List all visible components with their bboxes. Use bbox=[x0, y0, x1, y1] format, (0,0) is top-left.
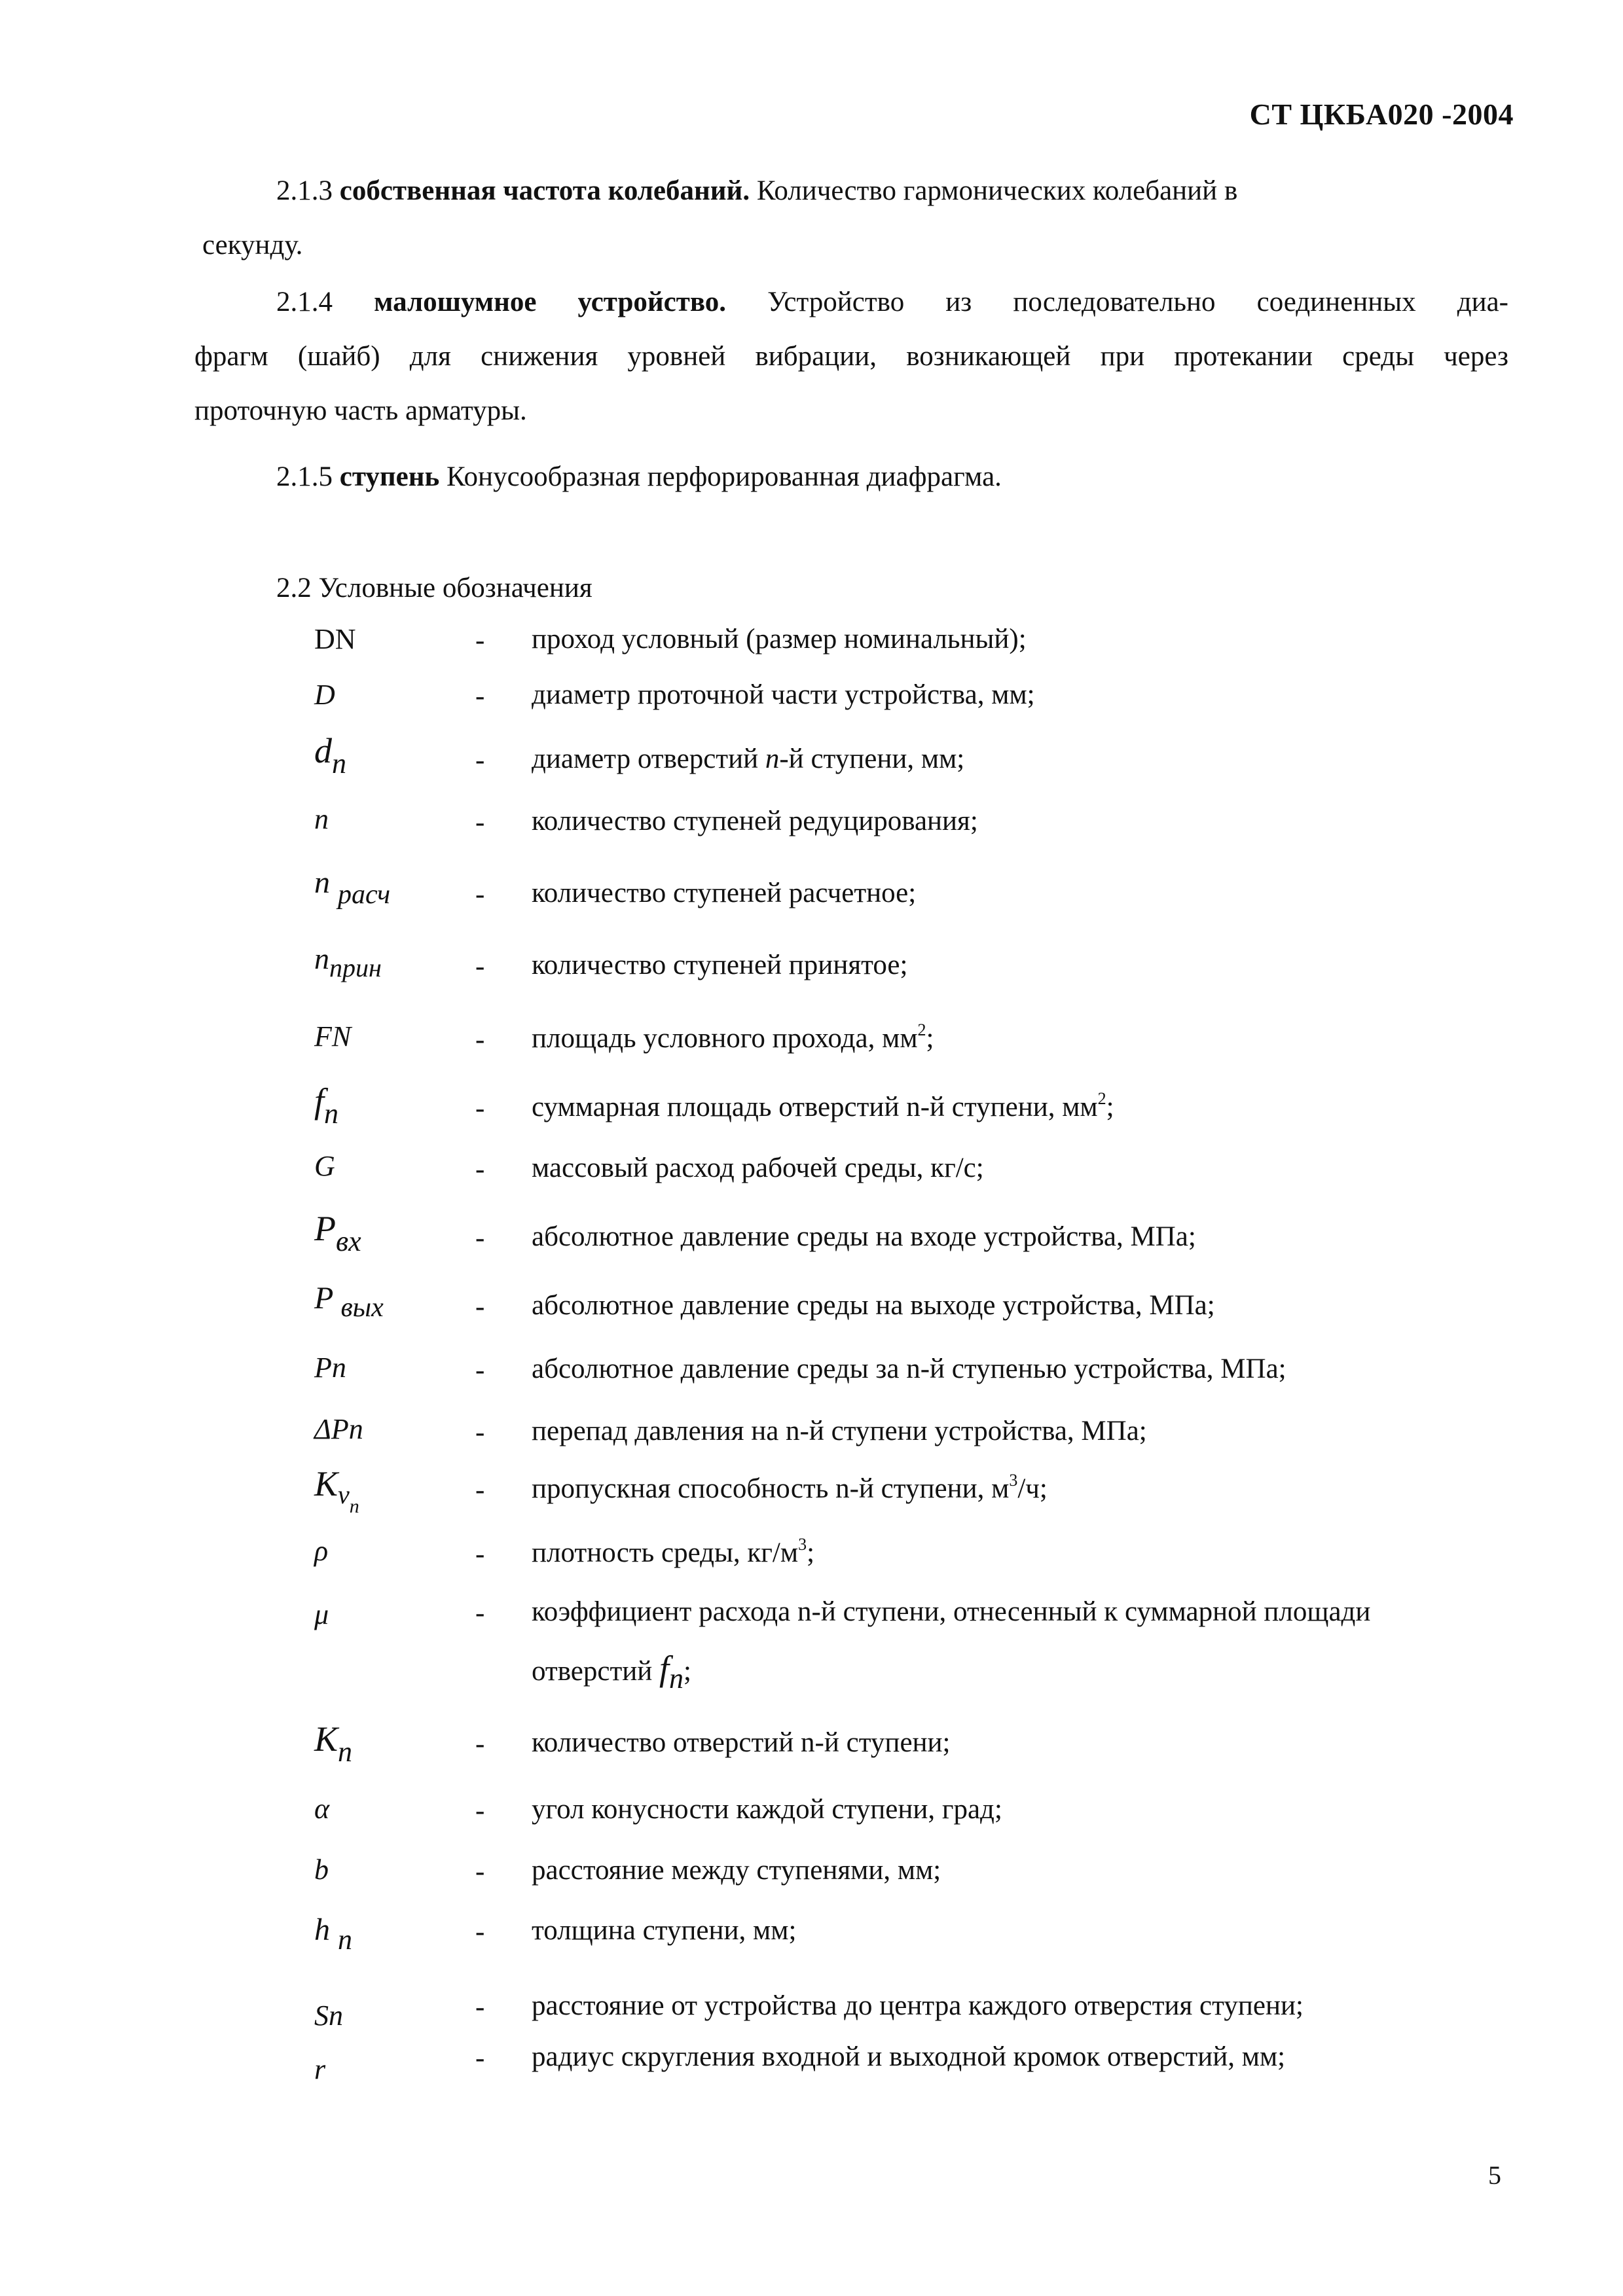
term-low-noise-device: малошумное устройство. bbox=[374, 287, 727, 317]
section-2-1-5: 2.1.5 ступень Конусообразная перфорированная диафрагма. bbox=[276, 461, 1002, 492]
section-2-1-3: 2.1.3 собственная частота колебаний. Количество гармонических колебаний в секунду. bbox=[202, 175, 1238, 260]
term-natural-frequency: собственная частота колебаний. bbox=[339, 175, 750, 206]
section-2-2-title: 2.2 Условные обозначения bbox=[276, 573, 593, 603]
section-2-1-4: 2.1.4 малошумное устройство. Устройство из последовательно соединенных диа- фрагм (шайб) для снижения уровней вибрации, возникающей при протекании среды через проточную часть арматуры. bbox=[194, 287, 1509, 426]
document-page: СТ ЦКБА020 -2004 2.1.3 собственная частота колебаний. Количество гармонических колебаний в секунду. 2.1.4 малошумное устройство. Устройство из последовательно соединенных диа- фрагм (шайб) для снижения уровней вибрации, возникающей при протекании среды через проточную часть арматуры. 2.1.5 ступень Конусообразная перфорированная диафрагма. 2.2 Условные обозначения DN - проход условный (размер номинальный); D - диаметр проточной части устройства, мм; $d_n$ - диаметр отверстий n-й ступени, мм; n - количество ступеней редуцирования; n расч - количество ступеней расчетное; nприн - количество ступеней принятое; FN - площадь условного прохода, $мм^2$; $f_n$ - суммарная площадь отверстий n-й ступени, $мм^2$; G - массовый расход рабочей среды, кг/с; $P_{вх}$ - абсолютное давление среды на входе устройства, МПа; P вых - абсолютное давление среды на выходе устройства, МПа; Pn - абсолютное давление среды за n-й ступенью устройства, МПа; ΔPn - перепад давления на n-й ступени устройства, МПа; $K_{vn}$ - пропускная способность n-й ступени, $м^3/ч$; ρ - плотность среды, $кг/м^3$; μ - коэффициент расхода n-й ступени, отнесенный к суммарной площади отверстий $f_n$; $K_n$ - количество отверстий n-й ступени; α - угол конусности каждой ступени, град; b - расстояние между ступенями, мм; h n - толщина ступени, мм; Sn - расстояние от устройства до центра каждого отверстия ступени; r - радиус скругления входной и выходной кромок отверстий, мм; 5 bbox=[194, 98, 1514, 2190]
document-header: СТ ЦКБА020 -2004 bbox=[1249, 98, 1514, 131]
page-number: 5 bbox=[1488, 2161, 1501, 2190]
term-stage: ступень bbox=[339, 461, 440, 492]
